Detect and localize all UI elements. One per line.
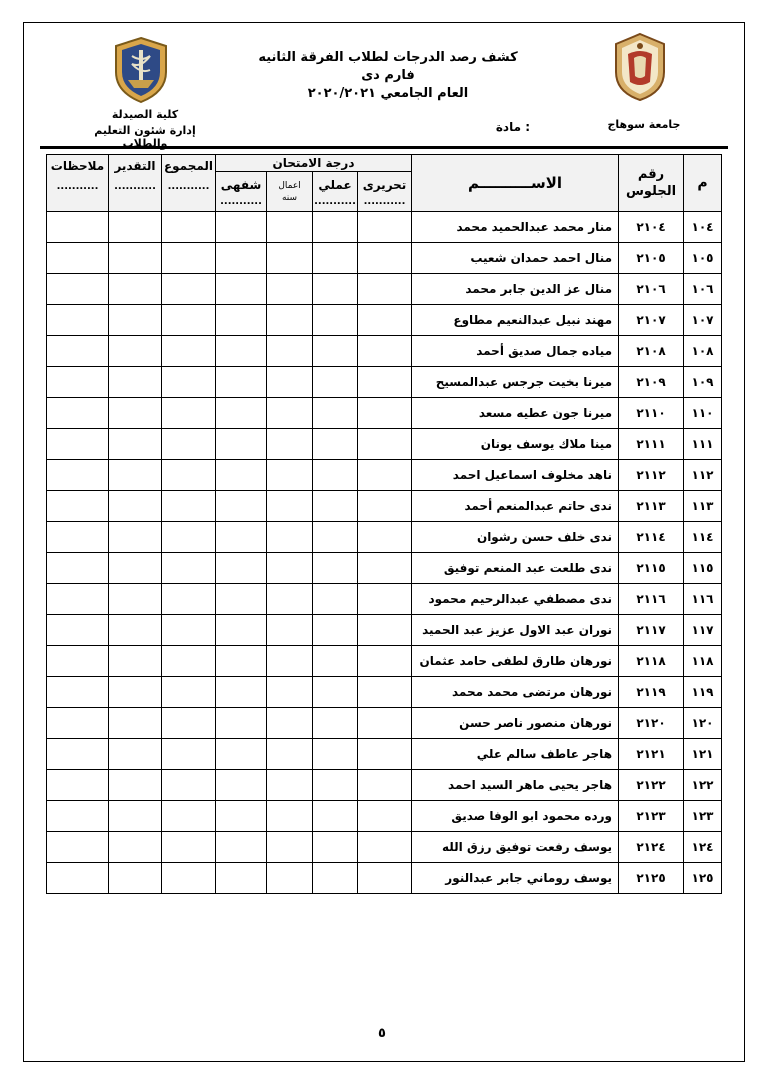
row-oral-cell [216,615,267,646]
row-grade-cell [109,646,162,677]
row-seat-number: ٢١٠٤ [619,212,684,243]
col-practical-dots: ........... [314,195,356,207]
row-written-cell [358,336,412,367]
row-coursework-cell [267,863,313,894]
row-coursework-cell [267,522,313,553]
row-written-cell [358,801,412,832]
row-index: ١١٨ [684,646,722,677]
row-practical-cell [313,274,358,305]
row-total-cell [162,460,216,491]
table-row [47,646,722,677]
row-seat-number: ٢١٢١ [619,739,684,770]
row-oral-cell [216,646,267,677]
row-seat-number: ٢١١٨ [619,646,684,677]
row-student-name: مياده جمال صديق أحمد [412,336,619,367]
row-notes-cell [47,460,109,491]
row-written-cell [358,615,412,646]
col-index-header: م [684,155,722,212]
row-student-name: نورهان طارق لطفى حامد عثمان [412,646,619,677]
row-seat-number: ٢١٢٣ [619,801,684,832]
row-index: ١٠٧ [684,305,722,336]
row-student-name: منار محمد عبدالحميد محمد [412,212,619,243]
row-notes-cell [47,770,109,801]
row-index: ١٢١ [684,739,722,770]
row-coursework-cell [267,367,313,398]
row-seat-number: ٢١١٣ [619,491,684,522]
row-student-name: ندى خلف حسن رشوان [412,522,619,553]
row-notes-cell [47,212,109,243]
row-student-name: ميرنا بخيت جرجس عبدالمسيح [412,367,619,398]
row-total-cell [162,708,216,739]
col-coursework-label: اعمال سنه [278,180,301,203]
row-total-cell [162,739,216,770]
row-practical-cell [313,305,358,336]
row-grade-cell [109,739,162,770]
row-student-name: ورده محمود ابو الوفا صديق [412,801,619,832]
row-total-cell [162,212,216,243]
row-oral-cell [216,708,267,739]
row-student-name: منال احمد حمدان شعيب [412,243,619,274]
col-notes-dots: ........... [56,181,99,192]
table-row [47,615,722,646]
row-oral-cell [216,832,267,863]
university-logo [612,32,668,102]
col-total-label: المجموع [163,159,214,173]
row-oral-cell [216,553,267,584]
row-coursework-cell [267,615,313,646]
table-row [47,491,722,522]
row-oral-cell [216,212,267,243]
row-total-cell [162,801,216,832]
department-name: إدارة شئون التعليم والطلاب [94,124,196,150]
row-oral-cell [216,336,267,367]
row-total-cell [162,274,216,305]
row-total-cell [162,615,216,646]
row-written-cell [358,553,412,584]
row-coursework-cell [267,801,313,832]
table-row [47,708,722,739]
row-coursework-cell [267,398,313,429]
row-index: ١١٠ [684,398,722,429]
table-row [47,863,722,894]
row-index: ١٢٠ [684,708,722,739]
row-coursework-cell [267,553,313,584]
row-grade-cell [109,708,162,739]
table-row [47,770,722,801]
row-total-cell [162,584,216,615]
row-total-cell [162,677,216,708]
row-total-cell [162,770,216,801]
row-notes-cell [47,863,109,894]
row-oral-cell [216,863,267,894]
row-oral-cell [216,522,267,553]
row-index: ١١٩ [684,677,722,708]
row-notes-cell [47,429,109,460]
row-seat-number: ٢١٢٠ [619,708,684,739]
col-notes-label: ملاحظات [50,159,105,173]
row-written-cell [358,646,412,677]
table-row [47,553,722,584]
row-practical-cell [313,491,358,522]
row-coursework-cell [267,305,313,336]
col-seat-header [619,155,684,212]
row-grade-cell [109,429,162,460]
row-student-name: منال عز الدين جابر محمد [412,274,619,305]
row-practical-cell [313,615,358,646]
row-notes-cell [47,708,109,739]
subject-label: مادة : [495,120,530,134]
row-written-cell [358,863,412,894]
row-total-cell [162,863,216,894]
row-index: ١١٢ [684,460,722,491]
row-grade-cell [109,677,162,708]
row-index: ١١٦ [684,584,722,615]
row-total-cell [162,336,216,367]
exam-group-header: درجة الامتحان [216,155,412,172]
header-separator [40,146,728,149]
row-written-cell [358,429,412,460]
row-written-cell [358,274,412,305]
row-oral-cell [216,243,267,274]
row-notes-cell [47,491,109,522]
row-coursework-cell [267,677,313,708]
col-seat-label: رقم الجلوس [625,167,677,199]
row-written-cell [358,522,412,553]
row-coursework-cell [267,243,313,274]
row-coursework-cell [267,429,313,460]
row-index: ١٠٤ [684,212,722,243]
row-oral-cell [216,398,267,429]
row-practical-cell [313,243,358,274]
row-oral-cell [216,677,267,708]
row-coursework-cell [267,274,313,305]
col-grade-label: التقدير [114,159,156,173]
row-practical-cell [313,770,358,801]
university-name: جامعة سوهاج [607,118,681,131]
row-student-name: يوسف روماني جابر عبدالنور [412,863,619,894]
table-row [47,398,722,429]
row-seat-number: ٢١٠٨ [619,336,684,367]
row-grade-cell [109,398,162,429]
row-practical-cell [313,367,358,398]
row-seat-number: ٢١١٥ [619,553,684,584]
row-practical-cell [313,336,358,367]
row-total-cell [162,522,216,553]
col-written-label: تحريرى [362,177,407,192]
row-student-name: ندى طلعت عبد المنعم توفيق [412,553,619,584]
row-student-name: ناهد مخلوف اسماعيل احمد [412,460,619,491]
row-coursework-cell [267,739,313,770]
row-coursework-cell [267,336,313,367]
row-seat-number: ٢١١٩ [619,677,684,708]
row-student-name: ندى مصطفي عبدالرحيم محمود [412,584,619,615]
row-written-cell [358,677,412,708]
row-coursework-cell [267,212,313,243]
faculty-name: كلية الصيدلة [111,108,179,121]
row-practical-cell [313,677,358,708]
col-written-header [358,172,412,212]
table-row [47,739,722,770]
row-index: ١٠٨ [684,336,722,367]
row-written-cell [358,739,412,770]
row-written-cell [358,243,412,274]
row-seat-number: ٢١٠٥ [619,243,684,274]
row-grade-cell [109,615,162,646]
row-grade-cell [109,243,162,274]
row-oral-cell [216,460,267,491]
row-student-name: يوسف رفعت توفيق رزق الله [412,832,619,863]
row-notes-cell [47,398,109,429]
row-practical-cell [313,553,358,584]
table-row [47,367,722,398]
row-oral-cell [216,274,267,305]
table-row [47,522,722,553]
page-number: ٥ [378,1026,386,1041]
col-total-header [162,155,216,212]
row-written-cell [358,491,412,522]
row-coursework-cell [267,832,313,863]
row-written-cell [358,212,412,243]
row-notes-cell [47,677,109,708]
row-seat-number: ٢١٢٥ [619,863,684,894]
row-total-cell [162,305,216,336]
row-student-name: هاجر يحيى ماهر السيد احمد [412,770,619,801]
row-grade-cell [109,863,162,894]
row-notes-cell [47,615,109,646]
row-grade-cell [109,770,162,801]
row-practical-cell [313,708,358,739]
row-coursework-cell [267,770,313,801]
row-grade-cell [109,491,162,522]
row-seat-number: ٢١٠٧ [619,305,684,336]
row-practical-cell [313,429,358,460]
row-coursework-cell [267,584,313,615]
row-student-name: هاجر عاطف سالم علي [412,739,619,770]
row-practical-cell [313,398,358,429]
table-row [47,429,722,460]
row-total-cell [162,243,216,274]
col-name-header: الاســــــــــم [412,155,619,212]
table-row [47,677,722,708]
col-grade-dots: ........... [114,181,156,192]
col-practical-header [313,172,358,212]
row-oral-cell [216,491,267,522]
table-row [47,801,722,832]
row-seat-number: ٢١١٢ [619,460,684,491]
table-row [47,832,722,863]
table-row [47,212,722,243]
row-written-cell [358,584,412,615]
row-grade-cell [109,801,162,832]
row-index: ١٠٩ [684,367,722,398]
row-coursework-cell [267,646,313,677]
row-notes-cell [47,243,109,274]
row-grade-cell [109,336,162,367]
row-seat-number: ٢١٠٦ [619,274,684,305]
row-seat-number: ٢١١١ [619,429,684,460]
row-index: ١١١ [684,429,722,460]
row-written-cell [358,770,412,801]
row-oral-cell [216,367,267,398]
col-practical-label: عملي [318,177,352,192]
row-practical-cell [313,646,358,677]
row-written-cell [358,305,412,336]
sheet-title: كشف رصد الدرجات لطلاب الفرقة الثانيه [258,50,518,65]
row-written-cell [358,367,412,398]
row-total-cell [162,367,216,398]
row-notes-cell [47,584,109,615]
row-grade-cell [109,522,162,553]
table-row [47,336,722,367]
grades-table [46,154,722,894]
row-grade-cell [109,584,162,615]
row-grade-cell [109,305,162,336]
academic-year: العام الجامعي ٢٠٢٠/٢٠٢١ [307,86,469,101]
row-notes-cell [47,522,109,553]
row-oral-cell [216,770,267,801]
row-notes-cell [47,274,109,305]
row-student-name: ميرنا جون عطيه مسعد [412,398,619,429]
row-index: ١١٧ [684,615,722,646]
faculty-logo [112,36,170,104]
row-total-cell [162,832,216,863]
row-index: ١٢٥ [684,863,722,894]
row-total-cell [162,646,216,677]
row-student-name: مهند نبيل عبدالنعيم مطاوع [412,305,619,336]
row-practical-cell [313,212,358,243]
row-practical-cell [313,739,358,770]
row-practical-cell [313,863,358,894]
row-oral-cell [216,584,267,615]
table-row [47,584,722,615]
row-seat-number: ٢١٢٢ [619,770,684,801]
row-notes-cell [47,305,109,336]
row-grade-cell [109,553,162,584]
col-notes-header [47,155,109,212]
row-written-cell [358,398,412,429]
table-row [47,274,722,305]
row-index: ١١٥ [684,553,722,584]
row-index: ١٢٢ [684,770,722,801]
row-notes-cell [47,646,109,677]
row-total-cell [162,398,216,429]
row-notes-cell [47,739,109,770]
row-coursework-cell [267,491,313,522]
row-practical-cell [313,522,358,553]
row-oral-cell [216,305,267,336]
row-oral-cell [216,801,267,832]
row-notes-cell [47,832,109,863]
col-written-dots: ........... [363,195,406,207]
row-grade-cell [109,832,162,863]
row-total-cell [162,491,216,522]
row-seat-number: ٢١١٤ [619,522,684,553]
row-practical-cell [313,460,358,491]
row-notes-cell [47,553,109,584]
row-coursework-cell [267,460,313,491]
row-oral-cell [216,429,267,460]
row-oral-cell [216,739,267,770]
table-row [47,305,722,336]
row-student-name: نورهان منصور ناصر حسن [412,708,619,739]
row-seat-number: ٢١١٦ [619,584,684,615]
row-total-cell [162,553,216,584]
row-notes-cell [47,367,109,398]
col-coursework-header [267,172,313,212]
row-index: ١٠٥ [684,243,722,274]
row-total-cell [162,429,216,460]
col-oral-dots: ........... [220,195,262,207]
row-practical-cell [313,832,358,863]
row-practical-cell [313,584,358,615]
row-seat-number: ٢١٢٤ [619,832,684,863]
col-grade-header [109,155,162,212]
row-student-name: نوران عبد الاول عزيز عبد الحميد [412,615,619,646]
row-practical-cell [313,801,358,832]
row-written-cell [358,460,412,491]
row-student-name: نورهان مرتضى محمد محمد [412,677,619,708]
row-notes-cell [47,801,109,832]
table-row [47,243,722,274]
row-index: ١٢٤ [684,832,722,863]
row-seat-number: ٢١١٧ [619,615,684,646]
row-seat-number: ٢١١٠ [619,398,684,429]
row-coursework-cell [267,708,313,739]
row-notes-cell [47,336,109,367]
row-grade-cell [109,367,162,398]
row-seat-number: ٢١٠٩ [619,367,684,398]
row-index: ١٢٣ [684,801,722,832]
col-total-dots: ........... [167,181,210,192]
row-grade-cell [109,274,162,305]
row-written-cell [358,832,412,863]
row-student-name: مينا ملاك يوسف يونان [412,429,619,460]
row-written-cell [358,708,412,739]
row-index: ١١٤ [684,522,722,553]
row-index: ١٠٦ [684,274,722,305]
row-student-name: ندى حاتم عبدالمنعم أحمد [412,491,619,522]
row-grade-cell [109,212,162,243]
program-name: فارم دى [361,68,415,83]
col-oral-header [216,172,267,212]
col-oral-label: شفهى [220,177,262,192]
row-index: ١١٣ [684,491,722,522]
table-row [47,460,722,491]
row-grade-cell [109,460,162,491]
